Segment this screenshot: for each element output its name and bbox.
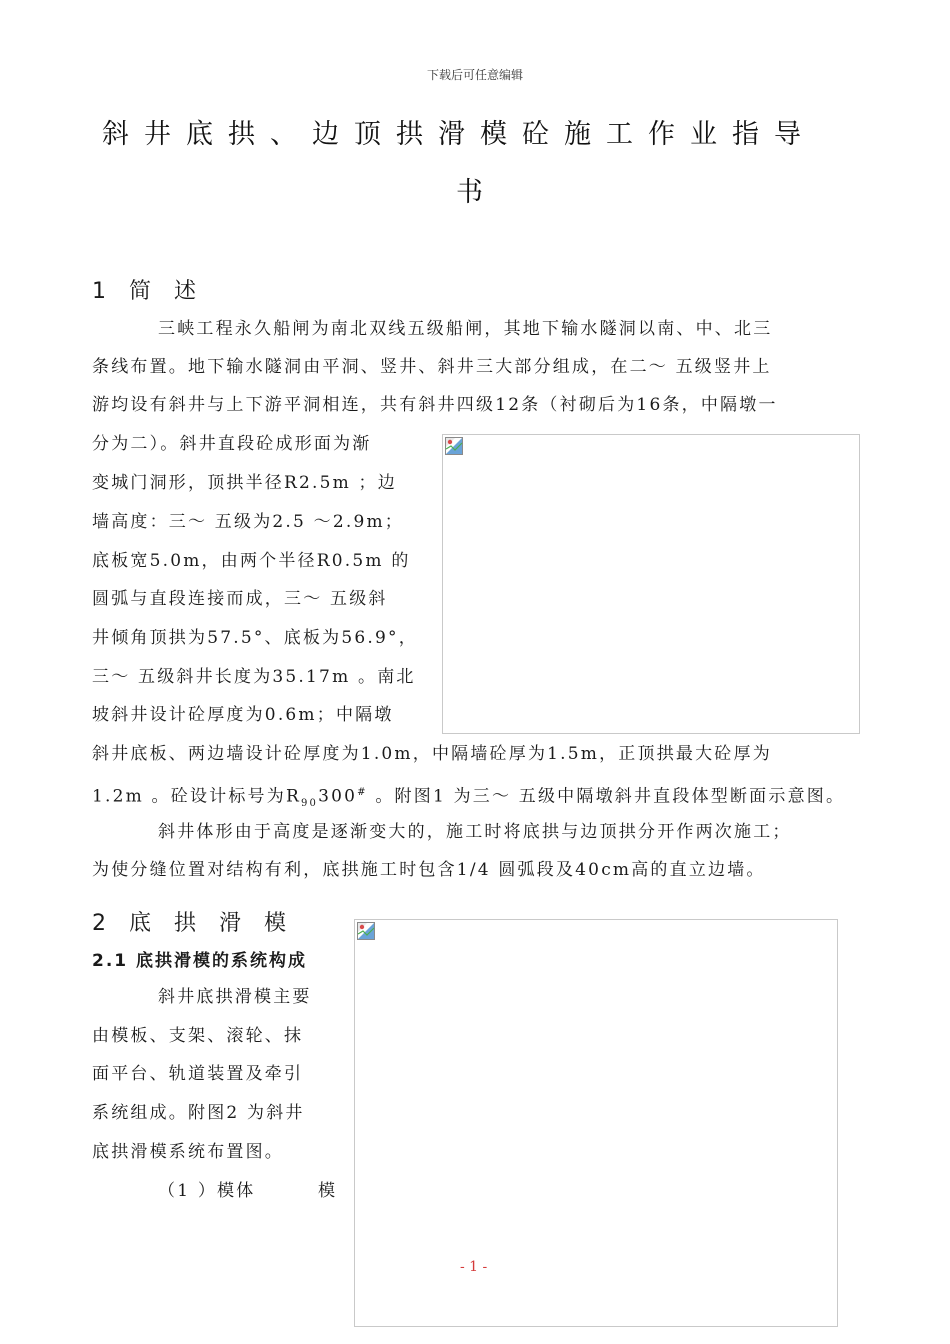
page-number: - 1 - bbox=[460, 1259, 488, 1275]
item-label: （1 ）模体 bbox=[158, 1181, 256, 1201]
paragraph-line: 分为二）。斜井直段砼成形面为渐 bbox=[92, 434, 372, 454]
paragraph-line: 斜井底板、两边墙设计砼厚度为1.0m，中隔墙砼厚为1.5m，正顶拱最大砼厚为 bbox=[92, 744, 772, 764]
paragraph-line: 系统组成。附图2 为斜井 bbox=[92, 1103, 305, 1123]
paragraph-line: 由模板、支架、滚轮、抹 bbox=[92, 1026, 304, 1046]
paragraph-line: 斜井体形由于高度是逐渐变大的，施工时将底拱与边顶拱分开作两次施工； bbox=[158, 822, 792, 842]
paragraph-line: 圆弧与直段连接而成，三～ 五级斜 bbox=[92, 589, 388, 609]
paragraph-line: 坡斜井设计砼厚度为0.6m；中隔墩 bbox=[92, 705, 394, 725]
paragraph-line: 面平台、轨道装置及牵引 bbox=[92, 1064, 304, 1084]
broken-image-icon bbox=[357, 922, 375, 940]
figure-2-image bbox=[354, 919, 838, 1327]
section-1-heading: 1 简 述 bbox=[92, 279, 204, 304]
broken-image-icon bbox=[445, 437, 463, 455]
paragraph-line: 为使分缝位置对结构有利，底拱施工时包含1/4 圆弧段及40cm高的直立边墙。 bbox=[92, 860, 766, 880]
section-2-1-heading: 2.1 底拱滑模的系统构成 bbox=[92, 951, 308, 971]
item-label-tail: 模 bbox=[318, 1181, 338, 1201]
document-title-continued: 书 bbox=[456, 177, 498, 208]
paragraph-line-design-grade: 1.2m 。砼设计标号为$R_{90}300^{\#}$ 。附图1 为三～ 五级中隔墩斜井直段体型断面示意图。 bbox=[92, 786, 846, 810]
section-2-heading: 2 底 拱 滑 模 bbox=[92, 911, 294, 936]
header-note: 下载后可任意编辑 bbox=[426, 68, 523, 82]
paragraph-line: 变城门洞形，顶拱半径R2.5m ；边 bbox=[92, 473, 397, 493]
paragraph-line: 底拱滑模系统布置图。 bbox=[92, 1142, 284, 1162]
paragraph-line: 井倾角顶拱为57.5°、底板为56.9°， bbox=[92, 628, 418, 648]
figure-1-image bbox=[442, 434, 860, 734]
paragraph-line: 斜井底拱滑模主要 bbox=[158, 987, 312, 1007]
paragraph-line: 三～ 五级斜井长度为35.17m 。南北 bbox=[92, 667, 416, 687]
paragraph-line: 游均设有斜井与上下游平洞相连，共有斜井四级12条（衬砌后为16条，中隔墩一 bbox=[92, 395, 778, 415]
paragraph-line: 墙高度：三～ 五级为2.5 ～2.9m； bbox=[92, 512, 404, 532]
paragraph-line: 三峡工程永久船闸为南北双线五级船闸，其地下输水隧洞以南、中、北三 bbox=[158, 319, 773, 339]
paragraph-line: 底板宽5.0m，由两个半径R0.5m 的 bbox=[92, 551, 411, 571]
paragraph-line: 条线布置。地下输水隧洞由平洞、竖井、斜井三大部分组成，在二～ 五级竖井上 bbox=[92, 357, 772, 377]
document-title: 斜井底拱、边顶拱滑模砼施工作业指导 bbox=[102, 119, 816, 150]
